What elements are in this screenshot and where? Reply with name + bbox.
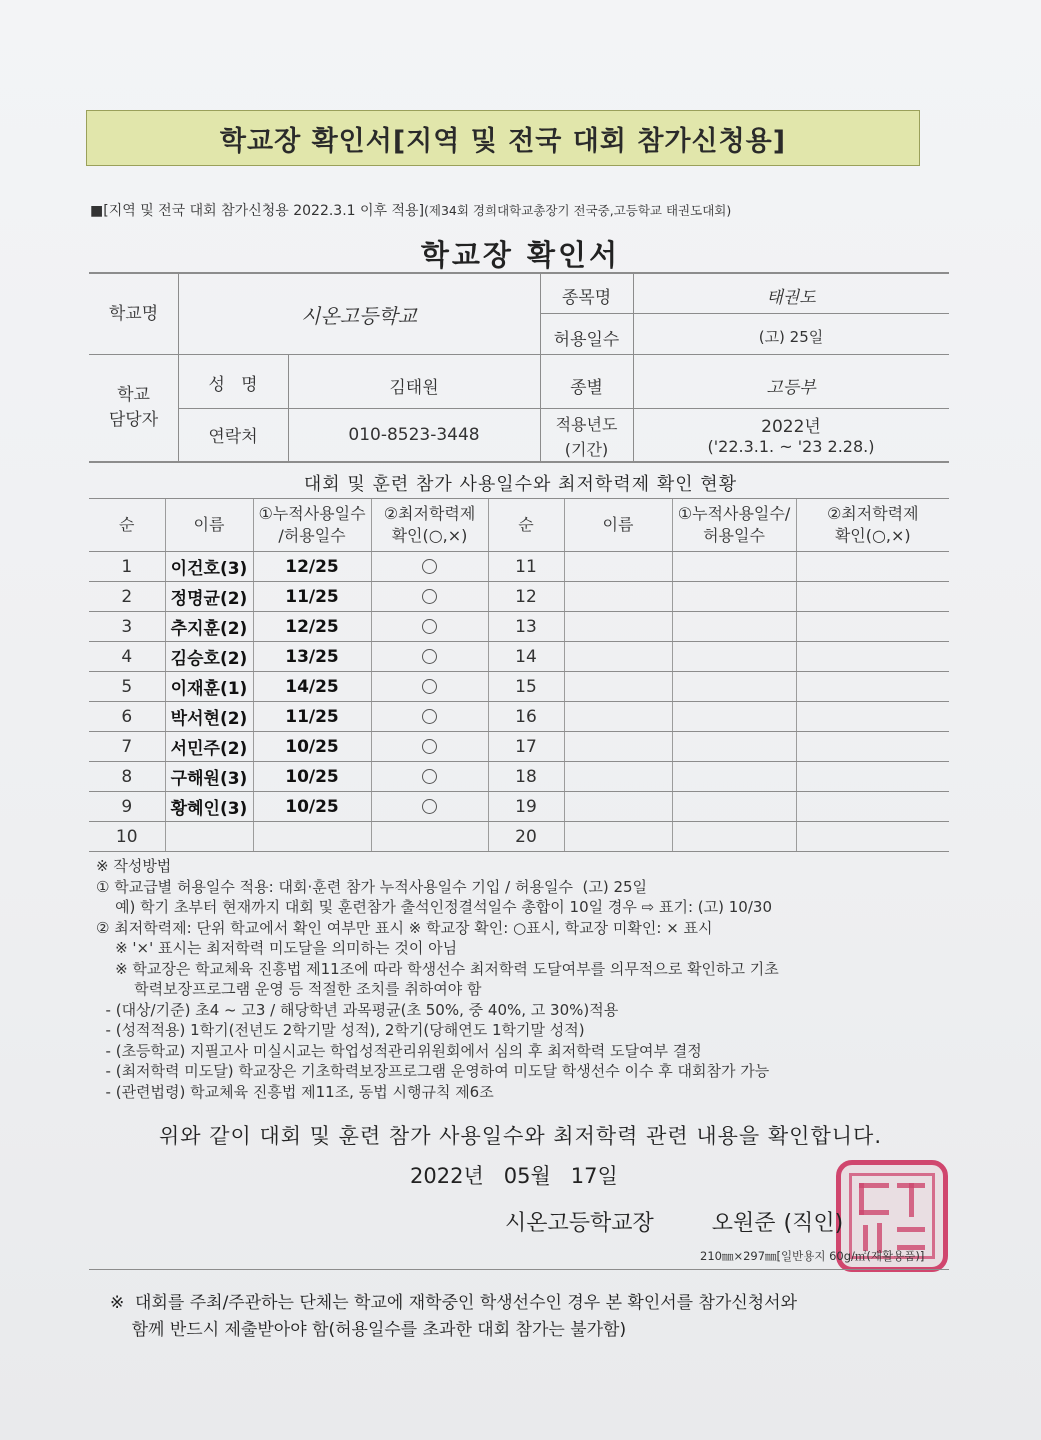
contact-value: 010-8523-3448 [348,425,480,445]
row-days-right [672,552,796,582]
check-circle-icon [422,559,437,574]
principal-signature [505,1206,843,1237]
row-no-right: 16 [488,702,564,732]
row-name-right [564,612,672,642]
period-value: ('22.3.1. ~ '23 2.28.) [707,437,875,456]
banner-title: 학교장 확인서[지역 및 전국 대회 참가신청용] [86,110,920,166]
row-name: 서민주(2) [165,732,253,762]
school-name-label: 학교명 [108,304,159,324]
header-no-right: 순 [488,499,564,552]
check-circle-icon [422,619,437,634]
table-row [89,582,949,612]
row-check [371,762,488,792]
row-name-right [564,672,672,702]
instruction-line: ① 학교급별 허용일수 적용: 대회·훈련 참가 누적사용일수 기입 / 허용일수 (고) 25일 [96,877,648,896]
row-check [371,582,488,612]
row-no: 1 [89,552,165,582]
instruction-line: ※ 작성방법 [96,857,172,875]
row-name-right [564,642,672,672]
instruction-line: - (관련법령) 학교체육 진흥법 제11조, 동법 시행규칙 제6조 [96,1082,494,1101]
instruction-line: 예) 학기 초부터 현재까지 대회 및 훈련참가 출석인정결석일수 총합이 10일 경우 ⇨ 표기: (고) 10/30 [96,898,772,916]
row-days-right [672,672,796,702]
header-days-right-line2: 허용일수 [703,526,765,545]
header-check [371,499,488,552]
row-no-right: 19 [488,792,564,822]
principal-name: 오원준 [711,1211,776,1236]
instruction-line: - (초등학교) 지필고사 미실시교는 학업성적관리위원회에서 심의 후 최저학력 도달여부 결정 [96,1041,702,1060]
row-days: 10/25 [253,792,371,822]
row-name: 김승호(2) [165,642,253,672]
row-check [371,822,488,852]
row-no: 5 [89,672,165,702]
seal-stroke [897,1227,925,1232]
row-no-right: 17 [488,732,564,762]
row-name-right [564,762,672,792]
row-check [371,672,488,702]
year-value: 2022년 [761,417,821,437]
principal-school: 시온고등학교장 [505,1211,654,1236]
row-days-right [672,702,796,732]
row-check-right [796,702,949,732]
header-check-right-line1: ②최저학력제 [826,504,919,523]
info-bottom-rule [89,461,949,463]
instruction-line: - (최저학력 미도달) 학교장은 기초학력보장프로그램 운영하여 미도달 학생선수 이수 후 대회참가 가능 [96,1062,770,1080]
row-days: 11/25 [253,582,371,612]
row-days: 11/25 [253,702,371,732]
row-days: 12/25 [253,552,371,582]
section-title: 대회 및 훈련 참가 사용일수와 최저학력제 확인 현황 [303,474,738,495]
year-label-line2: (기간) [564,440,609,459]
check-circle-icon [422,709,437,724]
name-value: 김태원 [389,378,439,398]
seal-stroke [859,1210,889,1215]
row-no-right: 12 [488,582,564,612]
row-name-right [564,702,672,732]
row-check-right [796,822,949,852]
row-days: 10/25 [253,732,371,762]
table-row [89,762,949,792]
event-value: 태권도 [766,288,816,308]
row-check-right [796,762,949,792]
paper-size-note: 210㎜×297㎜[일반용지 60g/㎡(재활용품)] [700,1249,925,1263]
header-days-right [672,499,796,552]
row-no-right: 14 [488,642,564,672]
row-days-right [672,612,796,642]
notice-line: ※ 대회를 주최/주관하는 단체는 학교에 재학중인 학생선수인 경우 본 확인서를 참가신청서와 [110,1293,798,1313]
apply-note [90,200,731,220]
row-no: 3 [89,612,165,642]
row-name [165,822,253,852]
row-name-right [564,732,672,762]
header-days-right-line1: ①누적사용일수/ [677,504,791,523]
row-check-right [796,612,949,642]
row-no: 8 [89,762,165,792]
row-no: 6 [89,702,165,732]
row-check [371,792,488,822]
row-no: 2 [89,582,165,612]
instruction-line: - (대상/기준) 초4 ~ 고3 / 해당학년 과목평균(초 50%, 중 40%, 고 30%)적용 [96,1000,619,1019]
submission-notice [110,1290,797,1344]
division-value: 고등부 [766,378,816,398]
row-no-right: 11 [488,552,564,582]
row-check [371,612,488,642]
row-check-right [796,792,949,822]
row-days-right [672,762,796,792]
footer-rule [89,1269,949,1270]
seal-stroke [909,1183,914,1217]
row-name: 이건호(3) [165,552,253,582]
year-label-line1: 적용년도 [555,415,618,434]
document-title: 학교장 확인서 [420,238,621,272]
row-check-right [796,732,949,762]
instruction-line: 학력보장프로그램 운영 등 적절한 조치를 취하여야 함 [96,980,482,998]
check-circle-icon [422,739,437,754]
info-rule [540,313,949,314]
check-circle-icon [422,799,437,814]
name-label: 성 명 [208,375,258,395]
instruction-line: ※ 학교장은 학교체육 진흥법 제11조에 따라 학생선수 최저학력 도달여부를 의무적으로 확인하고 기초 [96,959,779,978]
row-name-right [564,552,672,582]
row-name: 정명균(2) [165,582,253,612]
info-top-rule [89,272,949,274]
row-days-right [672,732,796,762]
seal-label: (직인) [783,1211,844,1236]
check-circle-icon [422,649,437,664]
header-check-right [796,499,949,552]
row-days: 10/25 [253,762,371,792]
row-no-right: 13 [488,612,564,642]
division-label: 종별 [570,378,603,398]
row-name: 박서현(2) [165,702,253,732]
apply-note-main: ■[지역 및 전국 대회 참가신청용 2022.3.1 이후 적용] [90,203,425,219]
table-row [89,822,949,852]
row-check-right [796,552,949,582]
row-check-right [796,582,949,612]
table-row [89,612,949,642]
row-days: 12/25 [253,612,371,642]
school-name-value: 시온고등학교 [301,304,417,328]
table-row [89,672,949,702]
row-no: 4 [89,642,165,672]
header-name: 이름 [165,499,253,552]
row-name: 추지훈(2) [165,612,253,642]
table-header-row [89,499,949,552]
header-check-line1: ②최저학력제 [383,504,476,523]
row-days [253,822,371,852]
event-label: 종목명 [561,288,612,308]
info-rule [178,408,949,409]
table-row [89,702,949,732]
header-no: 순 [89,499,165,552]
row-no: 9 [89,792,165,822]
instruction-line: ② 최저학력제: 단위 학교에서 확인 여부만 표시 ※ 학교장 확인: ○표시, 학교장 미확인: × 표시 [96,918,713,937]
apply-note-event: (제34회 경희대학교총장기 전국중,고등학교 태권도대회) [424,203,732,218]
check-circle-icon [422,679,437,694]
table-row [89,642,949,672]
notice-line: 함께 반드시 제출받아야 함(허용일수를 초과한 대회 참가는 불가함) [110,1320,627,1340]
row-name-right [564,792,672,822]
confirm-statement: 위와 같이 대회 및 훈련 참가 사용일수와 최저학력 관련 내용을 확인합니다. [158,1124,882,1148]
row-check [371,732,488,762]
row-no-right: 18 [488,762,564,792]
writing-instructions [96,856,779,1102]
instruction-line: - (성적적용) 1학기(전년도 2학기말 성적), 2학기(당해연도 1학기말 성적) [96,1021,585,1039]
row-check-right [796,672,949,702]
table-row [89,552,949,582]
row-name-right [564,582,672,612]
row-no: 10 [89,822,165,852]
row-name-right [564,822,672,852]
row-check-right [796,642,949,672]
row-days: 14/25 [253,672,371,702]
row-days: 13/25 [253,642,371,672]
header-name-right: 이름 [564,499,672,552]
usage-table [89,498,949,852]
info-rule [89,354,949,355]
header-days [253,499,371,552]
row-no: 7 [89,732,165,762]
table-row [89,792,949,822]
row-days-right [672,792,796,822]
row-name: 이재훈(1) [165,672,253,702]
row-check [371,642,488,672]
header-days-line2: /허용일수 [278,526,346,545]
contact-label: 연락처 [208,427,258,447]
instruction-line: ※ '×' 표시는 최저학력 미도달을 의미하는 것이 아님 [96,939,458,957]
manager-label-line1: 학교 [117,385,150,405]
row-name: 황혜인(3) [165,792,253,822]
row-days-right [672,582,796,612]
row-name: 구해원(3) [165,762,253,792]
header-check-line2: 확인(○,×) [391,526,468,545]
manager-label-line2: 담당자 [108,410,159,430]
check-circle-icon [422,769,437,784]
row-no-right: 15 [488,672,564,702]
row-check [371,702,488,732]
row-check [371,552,488,582]
header-check-right-line2: 확인(○,×) [834,526,911,545]
row-days-right [672,642,796,672]
header-days-line1: ①누적사용일수 [258,504,366,523]
row-no-right: 20 [488,822,564,852]
allowed-days-value: (고) 25일 [758,328,824,346]
row-days-right [672,822,796,852]
allowed-days-label: 허용일수 [553,330,620,350]
check-circle-icon [422,589,437,604]
issue-date: 2022년 05월 17일 [410,1164,618,1188]
table-row [89,732,949,762]
